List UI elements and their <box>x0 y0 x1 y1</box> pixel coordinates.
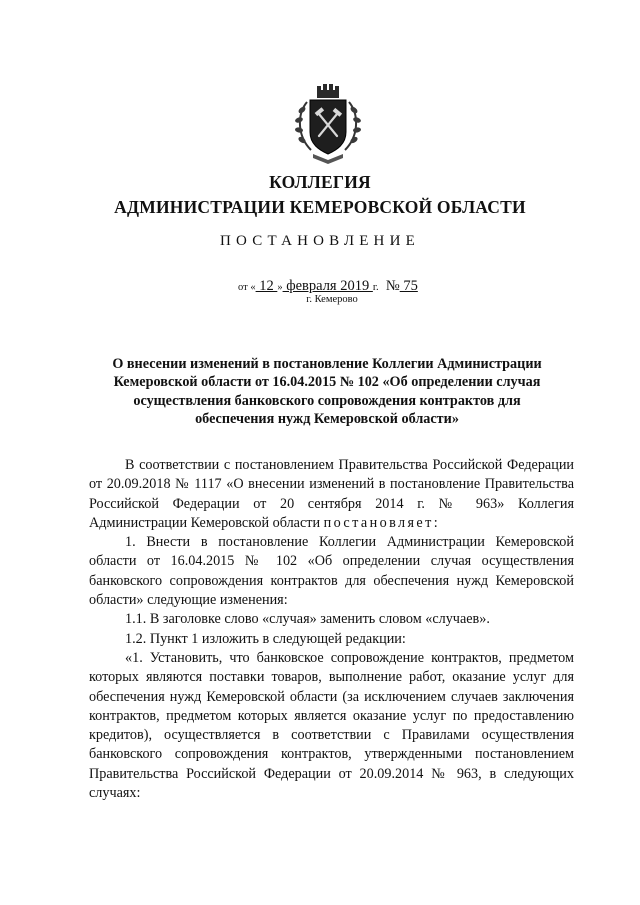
coat-of-arms-icon <box>293 84 363 164</box>
document-subject: О внесении изменений в постановление Коллегии Администрации Кемеровской области от 16.04.2015 № 102 «Об определении случая осуществления банковского сопровождения контрактов для обеспечения нужд Кемеровской области» <box>112 356 542 427</box>
date-prefix: от « <box>238 282 256 293</box>
preamble-decree-word: постановляет <box>323 514 434 531</box>
date-day: 12 <box>255 278 278 294</box>
paragraph-preamble <box>89 456 574 533</box>
org-title-line2: АДМИНИСТРАЦИИ КЕМЕРОВСКОЙ ОБЛАСТИ <box>114 197 526 217</box>
date-month-year: февраля 2019 <box>282 278 373 294</box>
document-number: 75 <box>399 278 418 294</box>
date-number-line <box>238 278 418 295</box>
org-title-line1: КОЛЛЕГИЯ <box>269 172 371 192</box>
number-sign: № <box>385 278 400 294</box>
paragraph-quoted-item: «1. Установить, что банковское сопровождение контрактов, предметом которых являются поставки товаров, выполнение работ, оказание услуг для обеспечения нужд Кемеровской области (за исключением случаев заключения контрактов, предметом которых является оказание услуг по предоставлению кредитов), осуществляется в соответствии с Правилами осуществления банковского сопровождения контрактов, утвержденными постановлением Правительства Российской Федерации от 20.09.2014 № 963, в следующих случаях: <box>89 649 574 802</box>
paragraph-item-1-1: 1.1. В заголовке слово «случая» заменить словом «случаев». <box>125 611 490 628</box>
document-body <box>89 456 574 803</box>
paragraph-item-1-2: 1.2. Пункт 1 изложить в следующей редакции: <box>125 630 406 647</box>
document-type: ПОСТАНОВЛЕНИЕ <box>220 233 420 249</box>
preamble-text: В соответствии с постановлением Правительства Российской Федерации от 20.09.2018 № 1117 «О внесении изменений в постановление Правительства Российской Федерации от 20 сентября 2014 г. № 963» Коллегия Администрации Кемеровской области <box>89 457 574 531</box>
date-mid: » <box>277 282 283 293</box>
paragraph-item-1: 1. Внести в постановление Коллегии Администрации Кемеровской области от 16.04.2015 № 102 «Об определении случая осуществления банковского сопровождения контрактов для обеспечения нужд Кемеровской области» следующие изменения: <box>89 534 574 609</box>
date-year-suffix: г. <box>372 282 379 293</box>
city-label: г. Кемерово <box>306 294 358 305</box>
preamble-end: : <box>433 514 438 531</box>
